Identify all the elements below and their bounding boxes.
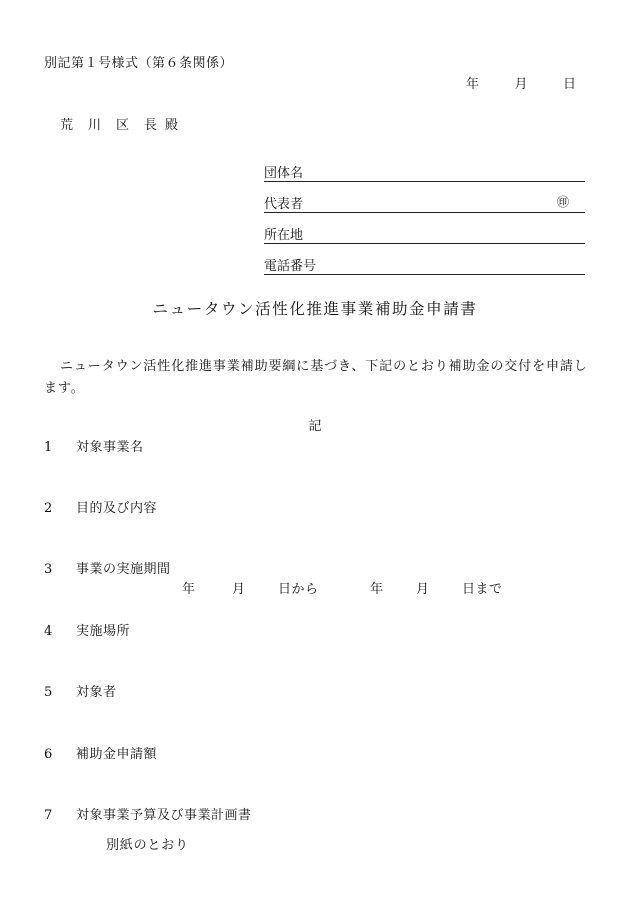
statement-text: ニュータウン活性化推進事業補助要綱に基づき、下記のとおり補助金の交付を申請します。: [44, 359, 588, 396]
item-subsidy-amount: [44, 743, 157, 762]
date-year: 年: [466, 77, 480, 92]
item-label: 対象事業名: [76, 440, 144, 455]
addressee: [60, 114, 179, 133]
attachment-note: 別紙のとおり: [106, 838, 189, 853]
item-target-project: [44, 436, 144, 455]
item-target-persons: [44, 681, 117, 700]
address-label: 所在地: [264, 228, 304, 243]
representative-label: 代表者: [264, 197, 304, 212]
item-location: [44, 620, 130, 639]
item-number: 2: [44, 501, 53, 516]
item-purpose: [44, 497, 157, 516]
item-label: 補助金申請額: [76, 747, 158, 762]
item-label: 目的及び内容: [76, 501, 158, 516]
item-label: 対象者: [76, 685, 117, 700]
document-title: ニュータウン活性化推進事業補助金申請書: [152, 300, 478, 318]
item-number: 6: [44, 747, 53, 762]
organization-name-label: 団体名: [264, 166, 304, 181]
date-month: 月: [514, 77, 528, 92]
period-to-day: 日まで: [462, 582, 503, 597]
item-number: 5: [44, 685, 53, 700]
item-label: 対象事業予算及び事業計画書: [76, 808, 252, 823]
item-budget-plan: [44, 804, 252, 823]
item-number: 3: [44, 562, 53, 577]
date-day: 日: [562, 77, 576, 92]
period-from-year: 年: [182, 582, 196, 597]
phone-number-field[interactable]: [264, 255, 585, 275]
representative-field[interactable]: [264, 193, 585, 213]
item-number: 4: [44, 624, 53, 639]
period-to-year: 年: [370, 582, 384, 597]
form-number: 別記第１号様式（第６条関係）: [44, 56, 234, 71]
address-field[interactable]: [264, 224, 585, 244]
period-to-month: 月: [416, 582, 430, 597]
addressee-name: 荒 川 区 長: [60, 118, 159, 133]
item-label: 事業の実施期間: [76, 562, 171, 577]
item-label: 実施場所: [76, 624, 131, 639]
application-date: [466, 73, 576, 92]
item-period: [44, 558, 171, 577]
phone-number-label: 電話番号: [264, 259, 317, 274]
period-from-day: 日から: [278, 582, 319, 597]
organization-name-field[interactable]: [264, 162, 585, 182]
ki-heading: 記: [308, 419, 322, 434]
application-statement: [44, 356, 589, 400]
period-from-month: 月: [232, 582, 246, 597]
addressee-suffix: 殿: [165, 118, 180, 133]
implementation-period: [182, 578, 503, 597]
seal-mark: ㊞: [556, 195, 569, 209]
item-number: 1: [44, 440, 53, 455]
item-number: 7: [44, 808, 53, 823]
